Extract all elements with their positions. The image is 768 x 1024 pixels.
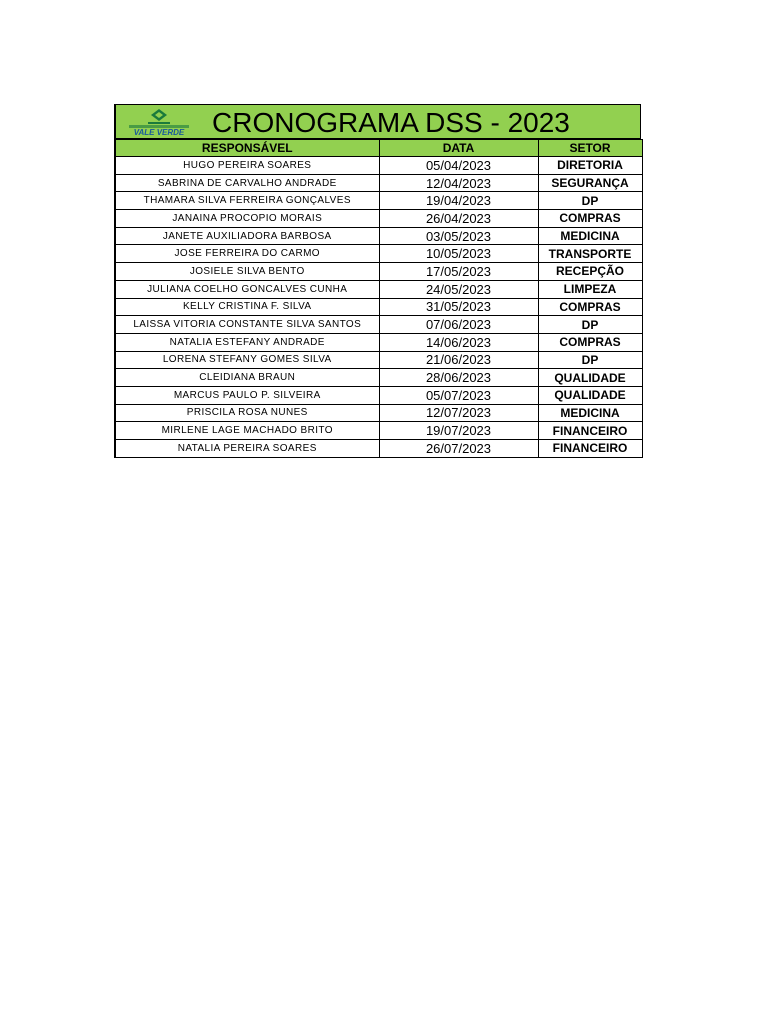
cell-setor: COMPRAS (538, 210, 642, 228)
cell-data: 05/07/2023 (379, 386, 538, 404)
cell-data: 26/04/2023 (379, 210, 538, 228)
table-row (115, 174, 642, 192)
schedule-sheet (114, 104, 641, 458)
cell-setor: COMPRAS (538, 333, 642, 351)
table-row (115, 263, 642, 281)
logo-text: VALE VERDE (133, 128, 185, 137)
cell-setor: DP (538, 316, 642, 334)
cell-data: 26/07/2023 (379, 440, 538, 458)
cell-data: 19/04/2023 (379, 192, 538, 210)
cell-setor: LIMPEZA (538, 280, 642, 298)
table-row (115, 440, 642, 458)
cell-responsavel: JOSE FERREIRA DO CARMO (115, 245, 379, 263)
table-row (115, 210, 642, 228)
cell-setor: QUALIDADE (538, 369, 642, 387)
table-row (115, 157, 642, 175)
table-row (115, 422, 642, 440)
cell-responsavel: MIRLENE LAGE MACHADO BRITO (115, 422, 379, 440)
cell-setor: MEDICINA (538, 227, 642, 245)
cell-data: 21/06/2023 (379, 351, 538, 369)
table-row (115, 316, 642, 334)
cell-responsavel: NATALIA ESTEFANY ANDRADE (115, 333, 379, 351)
table-row (115, 351, 642, 369)
cell-data: 12/07/2023 (379, 404, 538, 422)
cell-responsavel: CLEIDIANA BRAUN (115, 369, 379, 387)
cell-data: 19/07/2023 (379, 422, 538, 440)
table-row (115, 298, 642, 316)
cell-responsavel: MARCUS PAULO P. SILVEIRA (115, 386, 379, 404)
cell-data: 12/04/2023 (379, 174, 538, 192)
column-header-responsavel: RESPONSÁVEL (115, 140, 379, 157)
cell-setor: RECEPÇÃO (538, 263, 642, 281)
cell-data: 10/05/2023 (379, 245, 538, 263)
cell-data: 05/04/2023 (379, 157, 538, 175)
column-header-data: DATA (379, 140, 538, 157)
cell-setor: DP (538, 351, 642, 369)
cell-setor: FINANCEIRO (538, 422, 642, 440)
cell-data: 17/05/2023 (379, 263, 538, 281)
vale-verde-logo (126, 108, 192, 137)
cell-data: 07/06/2023 (379, 316, 538, 334)
table-row (115, 386, 642, 404)
cell-responsavel: JOSIELE SILVA BENTO (115, 263, 379, 281)
cell-setor: SEGURANÇA (538, 174, 642, 192)
cell-setor: QUALIDADE (538, 386, 642, 404)
cell-responsavel: JANAINA PROCOPIO MORAIS (115, 210, 379, 228)
cell-responsavel: PRISCILA ROSA NUNES (115, 404, 379, 422)
cell-responsavel: LAISSA VITORIA CONSTANTE SILVA SANTOS (115, 316, 379, 334)
table-row (115, 369, 642, 387)
cell-responsavel: HUGO PEREIRA SOARES (115, 157, 379, 175)
cell-setor: FINANCEIRO (538, 440, 642, 458)
cell-responsavel: SABRINA DE CARVALHO ANDRADE (115, 174, 379, 192)
cell-responsavel: JANETE AUXILIADORA BARBOSA (115, 227, 379, 245)
page-title: CRONOGRAMA DSS - 2023 (212, 107, 570, 138)
cell-setor: COMPRAS (538, 298, 642, 316)
cell-responsavel: NATALIA PEREIRA SOARES (115, 440, 379, 458)
table-row (115, 404, 642, 422)
title-bar (114, 104, 641, 139)
table-row (115, 227, 642, 245)
table-row (115, 192, 642, 210)
column-header-setor: SETOR (538, 140, 642, 157)
table-header-row (115, 140, 642, 157)
cell-data: 03/05/2023 (379, 227, 538, 245)
cell-responsavel: KELLY CRISTINA F. SILVA (115, 298, 379, 316)
schedule-table (114, 139, 643, 458)
cell-data: 24/05/2023 (379, 280, 538, 298)
cell-responsavel: JULIANA COELHO GONCALVES CUNHA (115, 280, 379, 298)
cell-data: 28/06/2023 (379, 369, 538, 387)
table-row (115, 333, 642, 351)
cell-data: 14/06/2023 (379, 333, 538, 351)
cell-setor: TRANSPORTE (538, 245, 642, 263)
cell-setor: DP (538, 192, 642, 210)
table-row (115, 280, 642, 298)
cell-setor: DIRETORIA (538, 157, 642, 175)
cell-data: 31/05/2023 (379, 298, 538, 316)
cell-setor: MEDICINA (538, 404, 642, 422)
table-row (115, 245, 642, 263)
cell-responsavel: THAMARA SILVA FERREIRA GONÇALVES (115, 192, 379, 210)
cell-responsavel: LORENA STEFANY GOMES SILVA (115, 351, 379, 369)
